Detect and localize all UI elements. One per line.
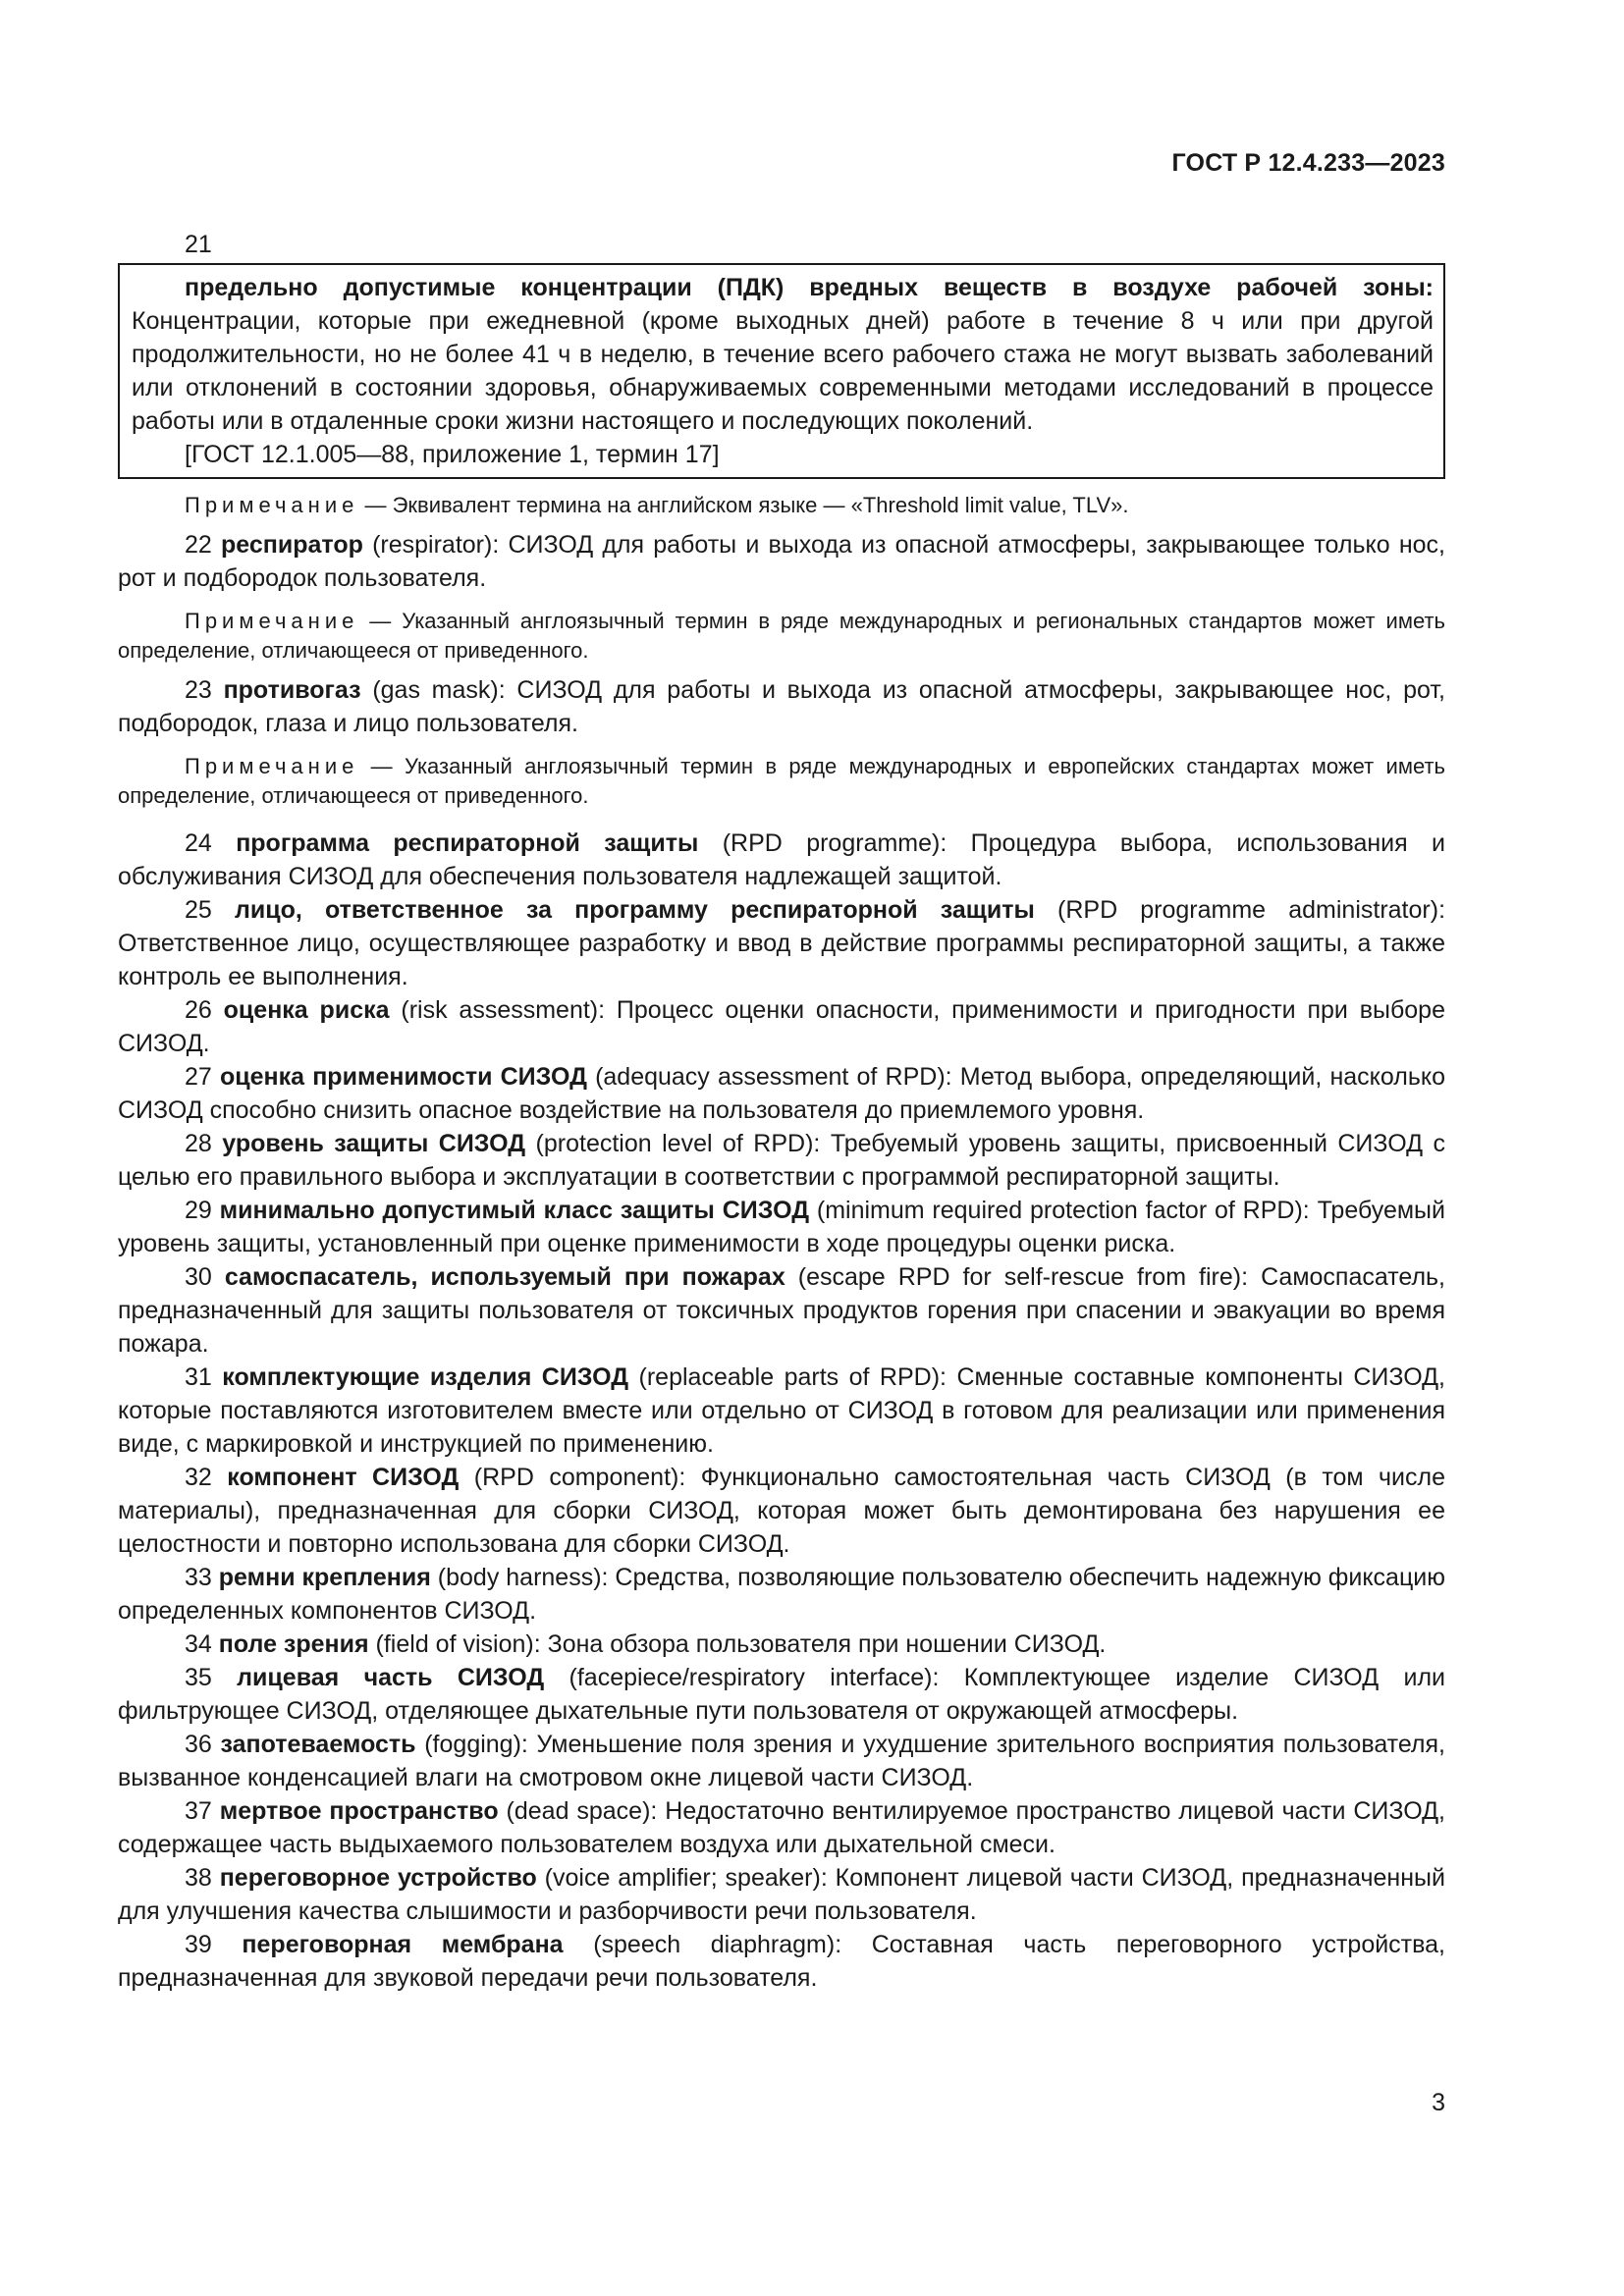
entry-definition: : СИЗОД для работы и выхода из опасной атмосферы, закрывающее только нос, рот и подбородок пользователя.	[118, 531, 1445, 592]
entry-term: переговорная мембрана	[242, 1931, 564, 1958]
note-label: Примечание	[185, 754, 359, 778]
entry-definition: : Комплектующее изделие СИЗОД или фильтрующее СИЗОД, отделяющее дыхательные пути пользователя от окружающей атмосферы.	[118, 1664, 1445, 1725]
note-text: — Эквивалент термина на английском языке — «Threshold limit value, TLV».	[364, 493, 1129, 517]
entry-term: поле зрения	[218, 1630, 369, 1658]
entry-definition: : Требуемый уровень защиты, установленный при оценке применимости в ходе процедуры оценки риска.	[118, 1197, 1445, 1257]
boxed-term: предельно допустимые концентрации (ПДК) вредных веществ в воздухе рабочей зоны:	[185, 274, 1434, 301]
entry-english: (body harness)	[437, 1564, 602, 1591]
term-entry-37	[118, 1794, 1445, 1861]
entry-number: 30	[185, 1263, 212, 1291]
document-body	[118, 228, 1445, 1995]
entry-number: 25	[185, 896, 212, 924]
entry-definition: : Ответственное лицо, осуществляющее разработку и ввод в действие программы респираторной защиты, а также контроль ее выполнения.	[118, 896, 1446, 990]
entry-definition: : Требуемый уровень защиты, присвоенный СИЗОД с целью его правильного выбора и эксплуатации в соответствии с программой респираторной защиты.	[118, 1130, 1445, 1191]
entry-term: оценка применимости СИЗОД	[219, 1063, 587, 1091]
entry-english: (gas mask)	[372, 676, 499, 704]
entry-definition: : Зона обзора пользователя при ношении СИЗОД.	[533, 1630, 1107, 1658]
entry-definition: : СИЗОД для работы и выхода из опасной атмосферы, закрывающее нос, рот, подбородок, глаза и лицо пользователя.	[118, 676, 1446, 737]
entry-definition: : Составная часть переговорного устройства, предназначенная для звуковой передачи речи пользователя.	[118, 1931, 1445, 1992]
entry-english: (respirator)	[372, 531, 493, 559]
entry-term: уровень защиты СИЗОД	[222, 1130, 526, 1157]
entry-number: 22	[185, 531, 212, 559]
entry-definition: : Недостаточно вентилируемое пространство лицевой части СИЗОД, содержащее часть выдыхаемого пользователем воздуха или дыхательной смеси.	[118, 1797, 1445, 1858]
note-text: — Указанный англоязычный термин в ряде международных и европейских стандартах может иметь определение, отличающееся от приведенного.	[118, 754, 1445, 808]
entry-english: (dead space)	[506, 1797, 651, 1825]
entry-number: 38	[185, 1864, 212, 1892]
entry-english: (adequacy assessment of RPD)	[595, 1063, 946, 1091]
term-entry-38	[118, 1861, 1445, 1928]
entry-number: 26	[185, 996, 212, 1024]
boxed-source-reference: [ГОСТ 12.1.005—88, приложение 1, термин 17]	[185, 441, 720, 468]
term-entry-34	[118, 1628, 1445, 1661]
note-1	[118, 491, 1445, 520]
document-code-header: ГОСТ Р 12.4.233—2023	[1171, 149, 1445, 177]
entry-term: мертвое пространство	[219, 1797, 499, 1825]
term-entry-24	[118, 827, 1445, 893]
entry-english: (risk assessment)	[401, 996, 599, 1024]
entry-number: 31	[185, 1363, 212, 1391]
entry-english: (minimum required protection factor of RPD)	[816, 1197, 1303, 1224]
entry-english: (voice amplifier; speaker)	[544, 1864, 821, 1892]
entry-term: самоспасатель, используемый при пожарах	[224, 1263, 785, 1291]
entry-term: лицо, ответственное за программу респираторной защиты	[234, 896, 1035, 924]
boxed-term-entry	[118, 263, 1445, 479]
entry-english: (speech diaphragm)	[593, 1931, 836, 1958]
entry-number: 27	[185, 1063, 212, 1091]
entry-term: программа респираторной защиты	[236, 829, 699, 857]
term-entry-23	[118, 673, 1445, 740]
term-entry-26	[118, 993, 1445, 1060]
entry-english: (field of vision)	[375, 1630, 534, 1658]
term-entry-29	[118, 1194, 1445, 1260]
note-label: Примечание	[185, 493, 359, 517]
term-entry-30	[118, 1260, 1445, 1361]
entry-term: комплектующие изделия СИЗОД	[222, 1363, 629, 1391]
entry-number: 24	[185, 829, 212, 857]
entry-number: 32	[185, 1464, 212, 1491]
entry-english: (replaceable parts of RPD)	[638, 1363, 941, 1391]
entry-number: 23	[185, 676, 212, 704]
entry-definition: : Средства, позволяющие пользователю обеспечить надежную фиксацию определенных компонентов СИЗОД.	[118, 1564, 1445, 1625]
entry-definition: : Самоспасатель, предназначенный для защиты пользователя от токсичных продуктов горения при спасении и эвакуации во время пожара.	[118, 1263, 1446, 1358]
entry-english: (RPD programme)	[722, 829, 941, 857]
entry-number: 35	[185, 1664, 212, 1691]
entry-definition: : Метод выбора, определяющий, насколько СИЗОД способно снизить опасное воздействие на пользователя до приемлемого уровня.	[118, 1063, 1445, 1124]
entry-definition: : Уменьшение поля зрения и ухудшение зрительного восприятия пользователя, вызванное конденсацией влаги на смотровом окне лицевой части СИЗОД.	[118, 1731, 1445, 1791]
term-entry-32	[118, 1461, 1445, 1561]
entry-english: (RPD component)	[473, 1464, 679, 1491]
entry-term: запотеваемость	[220, 1731, 416, 1758]
entry-english: (protection level of RPD)	[535, 1130, 814, 1157]
entry-term: компонент СИЗОД	[227, 1464, 460, 1491]
boxed-definition: Концентрации, которые при ежедневной (кроме выходных дней) работе в течение 8 ч или при другой продолжительности, но не более 41 ч в неделю, в течение всего рабочего стажа не могут вызвать заболеваний или отклонений в состоянии здоровья, обнаруживаемых современными методами исследований в процессе работы или в отдаленные сроки жизни настоящего и последующих поколений.	[132, 307, 1434, 435]
entry-english: (facepiece/respiratory interface)	[568, 1664, 933, 1691]
entry-number: 33	[185, 1564, 212, 1591]
entry-number-21: 21	[185, 231, 212, 258]
entry-term: ремни крепления	[218, 1564, 431, 1591]
note-2	[118, 607, 1445, 666]
entry-definition: : Функционально самостоятельная часть СИЗОД (в том числе материалы), предназначенная для сборки СИЗОД, которая может быть демонтирована без нарушения ее целостности и повторно использована для сборки СИЗОД.	[118, 1464, 1445, 1558]
entry-term: лицевая часть СИЗОД	[237, 1664, 545, 1691]
entry-number: 37	[185, 1797, 212, 1825]
entry-term: оценка риска	[223, 996, 390, 1024]
entry-term: респиратор	[221, 531, 363, 559]
entry-number: 28	[185, 1130, 212, 1157]
entry-definition: : Процедура выбора, использования и обслуживания СИЗОД для обеспечения пользователя надлежащей защитой.	[118, 829, 1446, 890]
entry-number: 29	[185, 1197, 212, 1224]
entry-english: (fogging)	[424, 1731, 521, 1758]
term-entry-28	[118, 1127, 1445, 1194]
note-label: Примечание	[185, 609, 359, 633]
page-number: 3	[1432, 2089, 1445, 2116]
entry-term: противогаз	[223, 676, 361, 704]
note-3	[118, 752, 1445, 811]
term-entry-25	[118, 893, 1445, 993]
entry-term: минимально допустимый класс защиты СИЗОД	[219, 1197, 810, 1224]
entry-term: переговорное устройство	[219, 1864, 537, 1892]
term-entry-22	[118, 528, 1445, 595]
entry-number: 39	[185, 1931, 212, 1958]
entry-english: (RPD programme administrator)	[1057, 896, 1439, 924]
entry-definition: : Процесс оценки опасности, применимости и пригодности при выборе СИЗОД.	[118, 996, 1445, 1057]
term-entry-33	[118, 1561, 1445, 1628]
term-entry-39	[118, 1928, 1445, 1995]
entry-definition: : Компонент лицевой части СИЗОД, предназначенный для улучшения качества слышимости и разборчивости речи пользователя.	[118, 1864, 1445, 1925]
term-entry-35	[118, 1661, 1445, 1728]
term-entry-31	[118, 1361, 1445, 1461]
entry-english: (escape RPD for self-rescue from fire)	[797, 1263, 1242, 1291]
entry-definition: : Сменные составные компоненты СИЗОД, которые поставляются изготовителем вместе или отдельно от СИЗОД в готовом для реализации или применения виде, с маркировкой и инструкцией по применению.	[118, 1363, 1445, 1458]
entry-number: 34	[185, 1630, 212, 1658]
term-entry-36	[118, 1728, 1445, 1794]
term-entry-27	[118, 1060, 1445, 1127]
note-text: — Указанный англоязычный термин в ряде международных и региональных стандартов может иметь определение, отличающееся от приведенного.	[118, 609, 1445, 663]
entry-number: 36	[185, 1731, 212, 1758]
